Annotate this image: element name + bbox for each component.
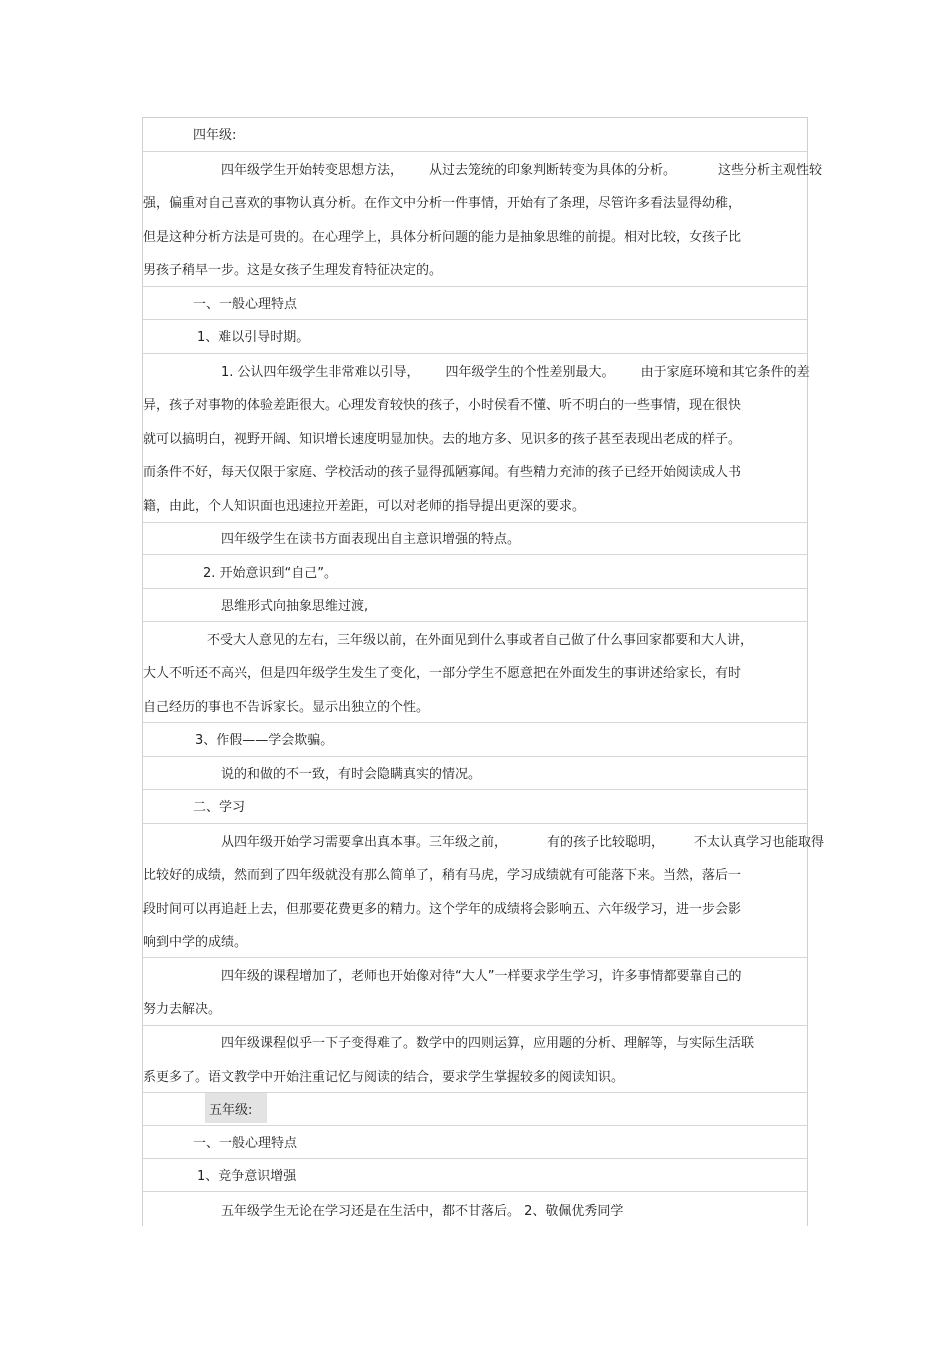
section-heading: 二、学习 bbox=[193, 800, 246, 815]
row-divider bbox=[142, 756, 807, 757]
paragraph-line: 四年级学生在读书方面表现出自主意识增强的特点。 bbox=[221, 532, 521, 547]
text-segment: 1. 公认四年级学生非常难以引导， bbox=[221, 365, 420, 380]
paragraph-line: 比较好的成绩，然而到了四年级就没有那么简单了，稍有马虎，学习成绩就有可能落下来。当然，落后一 bbox=[143, 868, 742, 883]
item-heading: 3、作假——学会欺骗。 bbox=[195, 733, 334, 748]
row-divider bbox=[142, 319, 807, 320]
paragraph-line: 努力去解决。 bbox=[143, 1002, 222, 1017]
paragraph-line: 四年级的课程增加了，老师也开始像对待“大人”一样要求学生学习，许多事情都要靠自己的 bbox=[221, 969, 742, 984]
row-divider bbox=[142, 1158, 807, 1159]
section-heading: 一、一般心理特点 bbox=[193, 1136, 298, 1151]
text-segment: 从四年级开始学习需要拿出真本事。三年级之前， bbox=[221, 835, 508, 850]
paragraph-line: 系更多了。语文教学中开始注重记忆与阅读的结合，要求学生掌握较多的阅读知识。 bbox=[143, 1070, 625, 1085]
row-divider bbox=[142, 353, 807, 354]
grade4-intro-line: 但是这种分析方法是可贵的。在心理学上，具体分析问题的能力是抽象思维的前提。相对比较，女孩子比 bbox=[143, 230, 742, 245]
paragraph-line: 五年级学生无论在学习还是在生活中，都不甘落后。 2、敬佩优秀同学 bbox=[221, 1204, 624, 1219]
text-segment: 四年级学生的个性差别最大。 bbox=[445, 365, 615, 380]
row-divider bbox=[142, 588, 807, 589]
paragraph-line: 不受大人意见的左右，三年级以前，在外面见到什么事或者自己做了什么事回家都要和大人讲， bbox=[207, 633, 754, 648]
grade5-title: 五年级: bbox=[209, 1103, 253, 1118]
section-heading: 一、一般心理特点 bbox=[193, 297, 298, 312]
row-divider bbox=[142, 1191, 807, 1192]
paragraph-line: 思维形式向抽象思维过渡, bbox=[221, 599, 369, 614]
text-segment: 四年级学生开始转变思想方法， bbox=[221, 163, 404, 178]
text-segment: 有的孩子比较聪明， bbox=[547, 835, 665, 850]
item-heading: 1、难以引导时期。 bbox=[197, 330, 310, 345]
paragraph-line bbox=[221, 835, 824, 851]
row-divider bbox=[142, 286, 807, 287]
paragraph-line: 异，孩子对事物的体验差距很大。心理发育较快的孩子，小时侯看不懂、听不明白的一些事情，现在很快 bbox=[143, 398, 742, 413]
text-segment: 从过去笼统的印象判断转变为具体的分析。 bbox=[429, 163, 677, 178]
item-heading: 1、竞争意识增强 bbox=[197, 1169, 297, 1184]
text-segment: 这些分析主观性较 bbox=[718, 163, 823, 178]
text-segment: 由于家庭环境和其它条件的差 bbox=[640, 365, 810, 380]
item-heading: 2. 开始意识到“自己”。 bbox=[203, 566, 338, 581]
paragraph-line: 就可以搞明白，视野开阔、知识增长速度明显加快。去的地方多、见识多的孩子甚至表现出老成的样子。 bbox=[143, 432, 742, 447]
grade4-title: 四年级: bbox=[193, 128, 237, 143]
paragraph-line: 自己经历的事也不告诉家长。显示出独立的个性。 bbox=[143, 700, 430, 715]
paragraph-line bbox=[221, 365, 810, 381]
paragraph-line: 籍，由此，个人知识面也迅速拉开差距，可以对老师的指导提出更深的要求。 bbox=[143, 499, 586, 514]
row-divider bbox=[142, 554, 807, 555]
paragraph-line: 响到中学的成绩。 bbox=[143, 935, 248, 950]
row-divider bbox=[142, 522, 807, 523]
row-divider bbox=[142, 722, 807, 723]
paragraph-line: 四年级课程似乎一下子变得难了。数学中的四则运算，应用题的分析、理解等，与实际生活联 bbox=[221, 1036, 755, 1051]
paragraph-line: 说的和做的不一致，有时会隐瞒真实的情况。 bbox=[221, 767, 482, 782]
row-divider bbox=[142, 823, 807, 824]
grade4-intro-line: 强，偏重对自己喜欢的事物认真分析。在作文中分析一件事情，开始有了条理，尽管许多看法显得幼稚， bbox=[143, 196, 742, 211]
row-divider bbox=[142, 151, 807, 152]
row-divider bbox=[142, 789, 807, 790]
row-divider bbox=[142, 1025, 807, 1026]
paragraph-line: 段时间可以再追赶上去，但那要花费更多的精力。这个学年的成绩将会影响五、六年级学习，进一步会影 bbox=[143, 902, 742, 917]
paragraph-line: 大人不听还不高兴，但是四年级学生发生了变化，一部分学生不愿意把在外面发生的事讲述给家长，有时 bbox=[143, 666, 742, 681]
row-divider bbox=[142, 621, 807, 622]
paragraph-line: 而条件不好，每天仅限于家庭、学校活动的孩子显得孤陋寡闻。有些精力充沛的孩子已经开始阅读成人书 bbox=[143, 465, 742, 480]
text-segment: 不太认真学习也能取得 bbox=[694, 835, 825, 850]
grade4-intro-line bbox=[221, 163, 822, 179]
row-divider bbox=[142, 957, 807, 958]
row-divider bbox=[142, 1125, 807, 1126]
grade4-intro-line: 男孩子稍早一步。这是女孩子生理发育特征决定的。 bbox=[143, 263, 443, 278]
